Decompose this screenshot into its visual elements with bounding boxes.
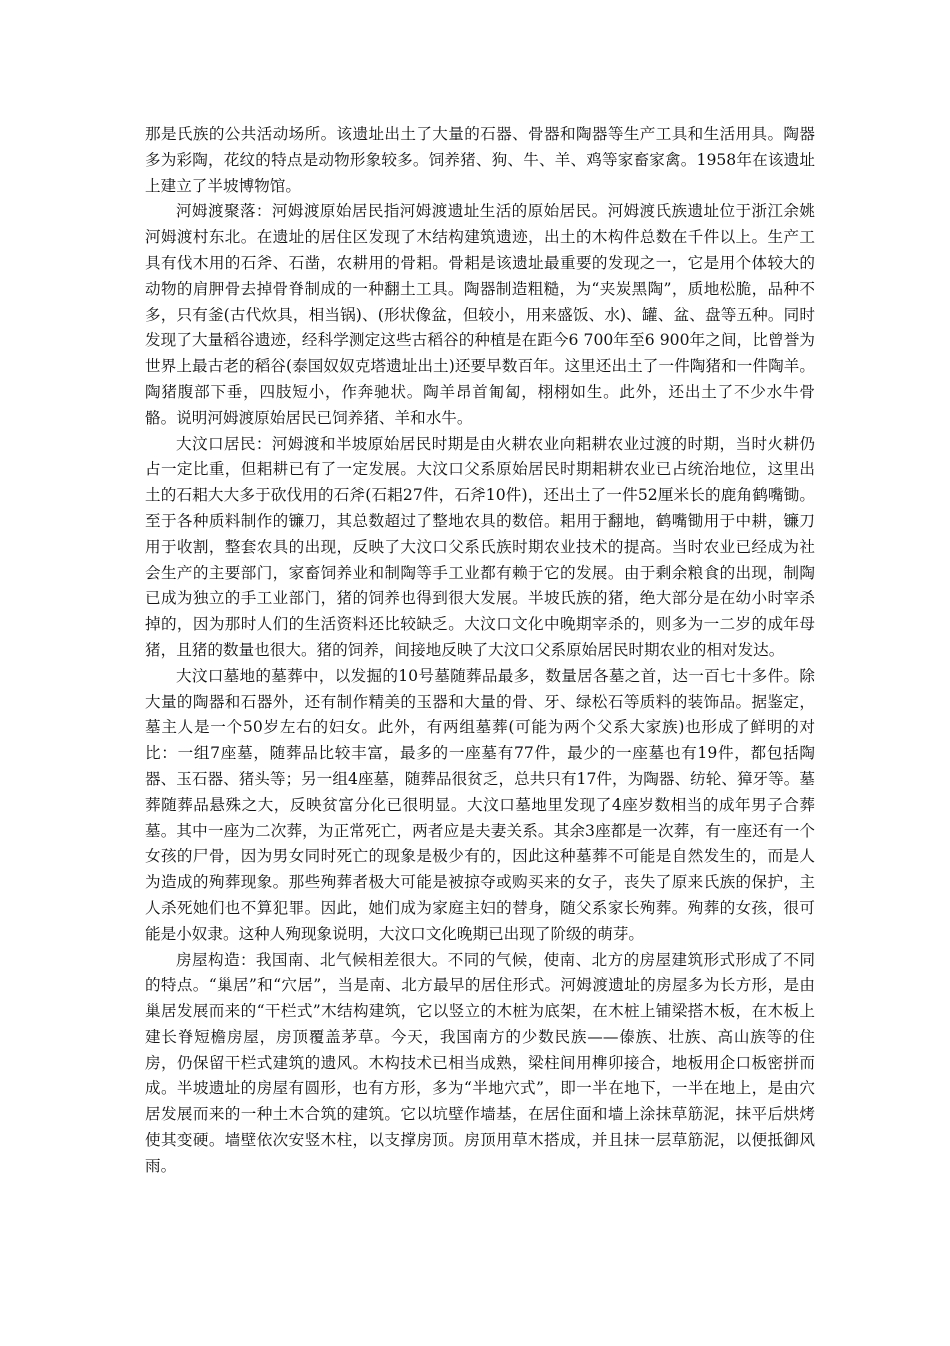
- paragraph-house-structure: 房屋构造：我国南、北气候相差很大。不同的气候，使南、北方的房屋建筑形式形成了不同的特点。“巢居”和“穴居”，当是南、北方最早的居住形式。河姆渡遗址的房屋多为长方形，是由巢居发展而来的“干栏式”木结构建筑，它以竖立的木桩为底架，在木桩上铺梁搭木板，在木板上建长脊短檐房屋，房顶覆盖茅草。今天，我国南方的少数民族——傣族、壮族、高山族等的住房，仍保留干栏式建筑的遗风。木构技术已相当成熟，梁柱间用榫卯接合，地板用企口板密拼而成。半坡遗址的房屋有圆形，也有方形，多为“半地穴式”，即一半在地下，一半在地上，是由穴居发展而来的一种土木合筑的建筑。它以坑壁作墙基，在居住面和墙上涂抹草筋泥，抹平后烘烤使其变硬。墙壁依次安竖木柱，以支撑房顶。房顶用草木搭成，并且抹一层草筋泥，以便抵御风雨。: [145, 950, 815, 1175]
- paragraph-hemudu: 河姆渡聚落：河姆渡原始居民指河姆渡遗址生活的原始居民。河姆渡氏族遗址位于浙江余姚河姆渡村东北。在遗址的居住区发现了木结构建筑遗迹，出土的木构件总数在千件以上。生产工具有伐木用的石斧、石凿，农耕用的骨耜。骨耜是该遗址最重要的发现之一，它是用个体较大的动物的肩胛骨去掉骨脊制成的一种翻土工具。陶器制造粗糙，为“夹炭黑陶”，质地松脆，品种不多，只有釜(古代炊具，相当锅)、(形状像盆，但较小，用来盛饭、水)、罐、盆、盘等五种。同时发现了大量稻谷遗迹，经科学测定这些古稻谷的种植是在距今6 700年至6 900年之间，比曾誉为世界上最古老的稻谷(泰国奴奴克塔遗址出土)还要早数百年。这里还出土了一件陶猪和一件陶羊。陶猪腹部下垂，四肢短小，作奔驰状。陶羊昂首匍匐，栩栩如生。此外，还出土了不少水牛骨骼。说明河姆渡原始居民已饲养猪、羊和水牛。: [145, 202, 815, 427]
- paragraph-dawenkou-tombs: 大汶口墓地的墓葬中，以发掘的10号墓随葬品最多，数量居各墓之首，达一百七十多件。除大量的陶器和石器外，还有制作精美的玉器和大量的骨、牙、绿松石等质料的装饰品。据鉴定，墓主人是一个50岁左右的妇女。此外，有两组墓葬(可能为两个父系大家族)也形成了鲜明的对比：一组7座墓，随葬品比较丰富，最多的一座墓有77件，最少的一座墓也有19件，都包括陶器、玉石器、猪头等；另一组4座墓，随葬品很贫乏，总共只有17件，为陶器、纺轮、獐牙等。墓葬随葬品悬殊之大，反映贫富分化已很明显。大汶口墓地里发现了4座岁数相当的成年男子合葬墓。其中一座为二次葬，为正常死亡，两者应是夫妻关系。其余3座都是一次葬，有一座还有一个女孩的尸骨，因为男女同时死亡的现象是极少有的，因此这种墓葬不可能是自然发生的，而是人为造成的殉葬现象。那些殉葬者极大可能是被掠夺或购买来的女子，丧失了原来氏族的保护，主人杀死她们也不算犯罪。因此，她们成为家庭主妇的替身，随父系家长殉葬。殉葬的女孩，很可能是小奴隶。这种人殉现象说明，大汶口文化晚期已出现了阶级的萌芽。: [145, 666, 815, 943]
- paragraph-dawenkou-residents: 大汶口居民：河姆渡和半坡原始居民时期是由火耕农业向耜耕农业过渡的时期，当时火耕仍占一定比重，但耜耕已有了一定发展。大汶口父系原始居民时期耜耕农业已占统治地位，这里出土的石耜大大多于砍伐用的石斧(石耜27件，石斧10件)，还出土了一件52厘米长的鹿角鹤嘴锄。至于各种质料制作的镰刀，其总数超过了整地农具的数倍。耜用于翻地，鹤嘴锄用于中耕，镰刀用于收割，整套农具的出现，反映了大汶口父系氏族时期农业技术的提高。当时农业已经成为社会生产的主要部门，家畜饲养业和制陶等手工业都有赖于它的发展。由于剩余粮食的出现，制陶已成为独立的手工业部门，猪的饲养也得到很大发展。半坡氏族的猪，绝大部分是在幼小时宰杀掉的，因为那时人们的生活资料还比较缺乏。大汶口文化中晚期宰杀的，则多为一二岁的成年母猪，且猪的数量也很大。猪的饲养，间接地反映了大汶口父系原始居民时期农业的相对发达。: [145, 434, 815, 659]
- paragraph-banpo-continued: 那是氏族的公共活动场所。该遗址出土了大量的石器、骨器和陶器等生产工具和生活用具。陶器多为彩陶，花纹的特点是动物形象较多。饲养猪、狗、牛、羊、鸡等家畜家禽。1958年在该遗址上建立了半坡博物馆。: [145, 125, 815, 195]
- document-body: [145, 122, 815, 1180]
